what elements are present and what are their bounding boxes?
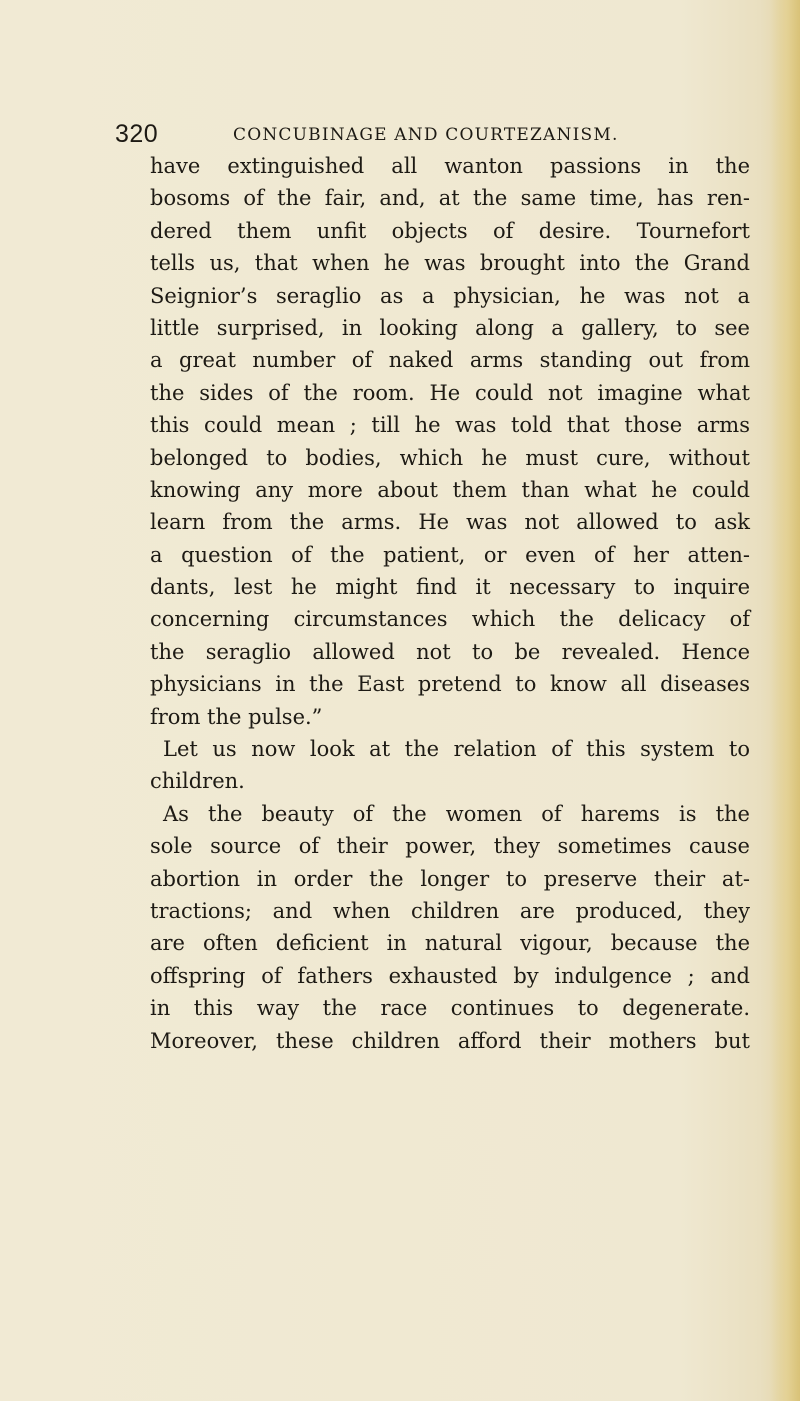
- paragraph-start-line: As the beauty of the women of harems is the: [163, 801, 750, 826]
- text-line: a great number of naked arms standing out from: [150, 348, 750, 373]
- running-head: CONCUBINAGE AND COURTEZANISM.: [233, 125, 619, 145]
- text-line: Moreover, these children afford their mothers but: [150, 1028, 750, 1053]
- text-line: the seraglio allowed not to be revealed. Hence: [150, 639, 750, 664]
- text-line: in this way the race continues to degenerate.: [150, 996, 750, 1021]
- body-text: [150, 150, 750, 1057]
- text-line: have extinguished all wanton passions in the: [150, 154, 750, 178]
- text-line: Seignior’s seraglio as a physician, he was not a: [150, 283, 750, 308]
- text-line: physicians in the East pretend to know all diseases: [150, 672, 750, 697]
- text-line: dered them unfit objects of desire. Tournefort: [150, 218, 750, 243]
- text-line: bosoms of the fair, and, at the same time, has ren-: [150, 186, 750, 211]
- text-line: the sides of the room. He could not imagine what: [150, 380, 750, 405]
- text-line: learn from the arms. He was not allowed to ask: [150, 510, 750, 535]
- text-line: concerning circumstances which the delicacy of: [150, 607, 750, 632]
- page-header: [115, 120, 675, 150]
- text-line: abortion in order the longer to preserve their at-: [150, 866, 750, 891]
- text-line: tractions; and when children are produced, they: [150, 898, 750, 923]
- text-line: knowing any more about them than what he could: [150, 477, 750, 502]
- text-line: are often deficient in natural vigour, because the: [150, 931, 750, 956]
- text-line: dants, lest he might find it necessary to inquire: [150, 575, 750, 600]
- text-line: tells us, that when he was brought into the Grand: [150, 251, 750, 276]
- text-line: this could mean ; till he was told that those arms: [150, 413, 750, 438]
- page-edge-shading: [770, 0, 800, 1401]
- text-line: belonged to bodies, which he must cure, without: [150, 445, 750, 470]
- text-line: from the pulse.”: [150, 704, 323, 729]
- text-line: little surprised, in looking along a gallery, to see: [150, 315, 750, 340]
- paragraph-start-line: Let us now look at the relation of this system to: [163, 737, 750, 762]
- text-line: children.: [150, 769, 245, 794]
- page-number: 320: [115, 120, 159, 148]
- text-line: sole source of their power, they sometimes cause: [150, 834, 750, 859]
- text-line: a question of the patient, or even of her atten-: [150, 542, 750, 567]
- text-line: offspring of fathers exhausted by indulgence ; and: [150, 963, 750, 988]
